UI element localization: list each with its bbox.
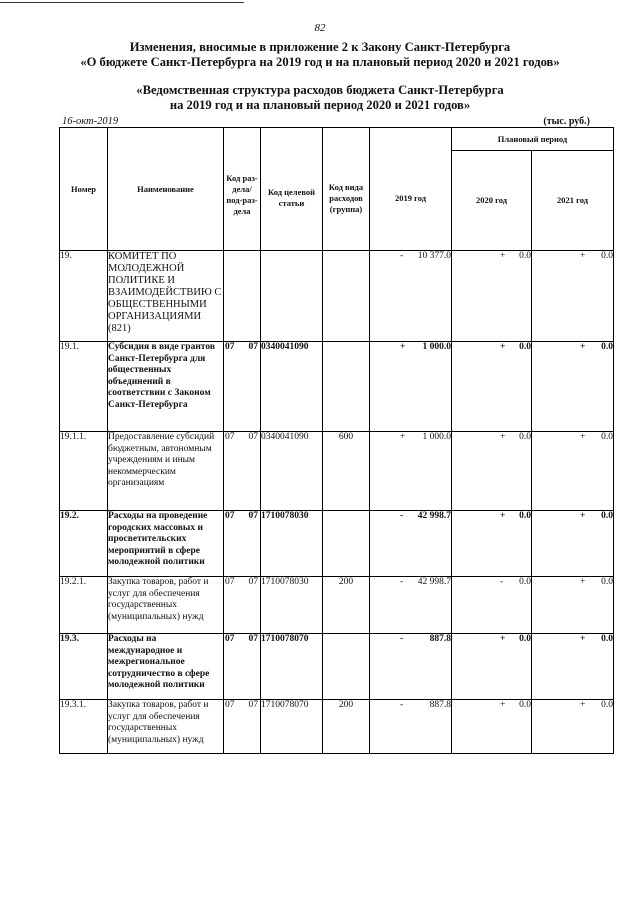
amount-2021: + 0.0 xyxy=(532,251,614,342)
target-code: 0340041090 xyxy=(261,432,323,511)
table-row xyxy=(60,634,614,700)
table-row xyxy=(60,577,614,634)
row-name: Расходы на международное и межрегиональное сотрудничество в сфере молодежной политики xyxy=(108,634,224,700)
expense-code xyxy=(323,342,370,432)
table-row xyxy=(60,432,614,511)
doc-title-line-2: «О бюджете Санкт-Петербурга на 2019 год и на плановый период 2020 и 2021 годов» xyxy=(80,55,560,69)
table-row xyxy=(60,251,614,342)
top-rule xyxy=(0,2,244,3)
target-code: 1710078070 xyxy=(261,634,323,700)
target-code xyxy=(261,251,323,342)
amount-2021: + 0.0 xyxy=(532,700,614,754)
amount-2021: + 0.0 xyxy=(532,432,614,511)
table-row xyxy=(60,342,614,432)
section-code: 07 07 xyxy=(224,432,261,511)
row-name: Предоставление субсидий бюджетным, автономным учреждениям и иным некоммерческим организациям xyxy=(108,432,224,511)
amount-2020: + 0.0 xyxy=(452,251,532,342)
table-row xyxy=(60,700,614,754)
row-name: Субсидия в виде грантов Санкт-Петербурга для общественных объединений в соответствии с Законом Санкт-Петербурга xyxy=(108,342,224,432)
target-code: 1710078030 xyxy=(261,511,323,577)
row-name: Закупка товаров, работ и услуг для обеспечения государственных (муниципальных) нужд xyxy=(108,577,224,634)
row-name: КОМИТЕТ ПО МОЛОДЕЖНОЙ ПОЛИТИКЕ И ВЗАИМОДЕЙСТВИЮ С ОБЩЕСТВЕННЫМИ ОРГАНИЗАЦИЯМИ (821) xyxy=(108,251,224,342)
section-code: 07 07 xyxy=(224,577,261,634)
target-code: 1710078030 xyxy=(261,577,323,634)
row-number: 19.2.1. xyxy=(60,577,108,634)
header-number: Номер xyxy=(60,128,108,251)
amount-2021: + 0.0 xyxy=(532,511,614,577)
amount-2020: - 0.0 xyxy=(452,577,532,634)
amount-2019: + 1 000.0 xyxy=(370,342,452,432)
row-name: Закупка товаров, работ и услуг для обеспечения государственных (муниципальных) нужд xyxy=(108,700,224,754)
target-code: 1710078070 xyxy=(261,700,323,754)
header-section-code: Код раз-дела/ под-раз-дела xyxy=(224,128,261,251)
header-planned-period: Плановый период xyxy=(452,128,614,151)
page-number: 82 xyxy=(314,22,326,34)
section-code: 07 07 xyxy=(224,634,261,700)
amount-2020: + 0.0 xyxy=(452,634,532,700)
doc-title-line-4: на 2019 год и на плановый период 2020 и 2021 годов» xyxy=(169,98,471,112)
row-number: 19.1.1. xyxy=(60,432,108,511)
row-number: 19.3. xyxy=(60,634,108,700)
section-code xyxy=(224,251,261,342)
amount-2019: - 887.8 xyxy=(370,634,452,700)
amount-2021: + 0.0 xyxy=(532,342,614,432)
amount-2021: + 0.0 xyxy=(532,634,614,700)
row-number: 19.3.1. xyxy=(60,700,108,754)
header-2019: 2019 год xyxy=(370,128,452,251)
units-label: (тыс. руб.) xyxy=(543,116,590,127)
expense-code: 200 xyxy=(323,700,370,754)
table-row xyxy=(60,511,614,577)
amount-2019: - 10 377.0 xyxy=(370,251,452,342)
header-expense-code: Код вида расходов (группа) xyxy=(323,128,370,251)
expense-code: 200 xyxy=(323,577,370,634)
expense-code xyxy=(323,634,370,700)
amount-2020: + 0.0 xyxy=(452,432,532,511)
amount-2019: - 42 998.7 xyxy=(370,511,452,577)
document-date: 16-окт-2019 xyxy=(62,116,119,127)
doc-title-line-1: Изменения, вносимые в приложение 2 к Закону Санкт-Петербурга xyxy=(129,40,511,54)
row-name: Расходы на проведение городских массовых и просветительских мероприятий в сфере молодежной политики xyxy=(108,511,224,577)
amount-2019: - 887.8 xyxy=(370,700,452,754)
amount-2019: + 1 000.0 xyxy=(370,432,452,511)
expense-code xyxy=(323,251,370,342)
section-code: 07 07 xyxy=(224,700,261,754)
section-code: 07 07 xyxy=(224,342,261,432)
row-number: 19.2. xyxy=(60,511,108,577)
expense-code: 600 xyxy=(323,432,370,511)
row-number: 19. xyxy=(60,251,108,342)
row-number: 19.1. xyxy=(60,342,108,432)
header-2020: 2020 год xyxy=(452,151,532,251)
header-name: Наименование xyxy=(108,128,224,251)
amount-2020: + 0.0 xyxy=(452,700,532,754)
section-code: 07 07 xyxy=(224,511,261,577)
doc-title-line-3: «Ведомственная структура расходов бюджета Санкт-Петербурга xyxy=(136,83,504,97)
amount-2020: + 0.0 xyxy=(452,342,532,432)
header-target-code: Код целевой статьи xyxy=(261,128,323,251)
header-2021: 2021 год xyxy=(532,151,614,251)
amount-2019: - 42 998.7 xyxy=(370,577,452,634)
expense-code xyxy=(323,511,370,577)
budget-table xyxy=(59,127,614,754)
target-code: 0340041090 xyxy=(261,342,323,432)
amount-2021: + 0.0 xyxy=(532,577,614,634)
amount-2020: + 0.0 xyxy=(452,511,532,577)
